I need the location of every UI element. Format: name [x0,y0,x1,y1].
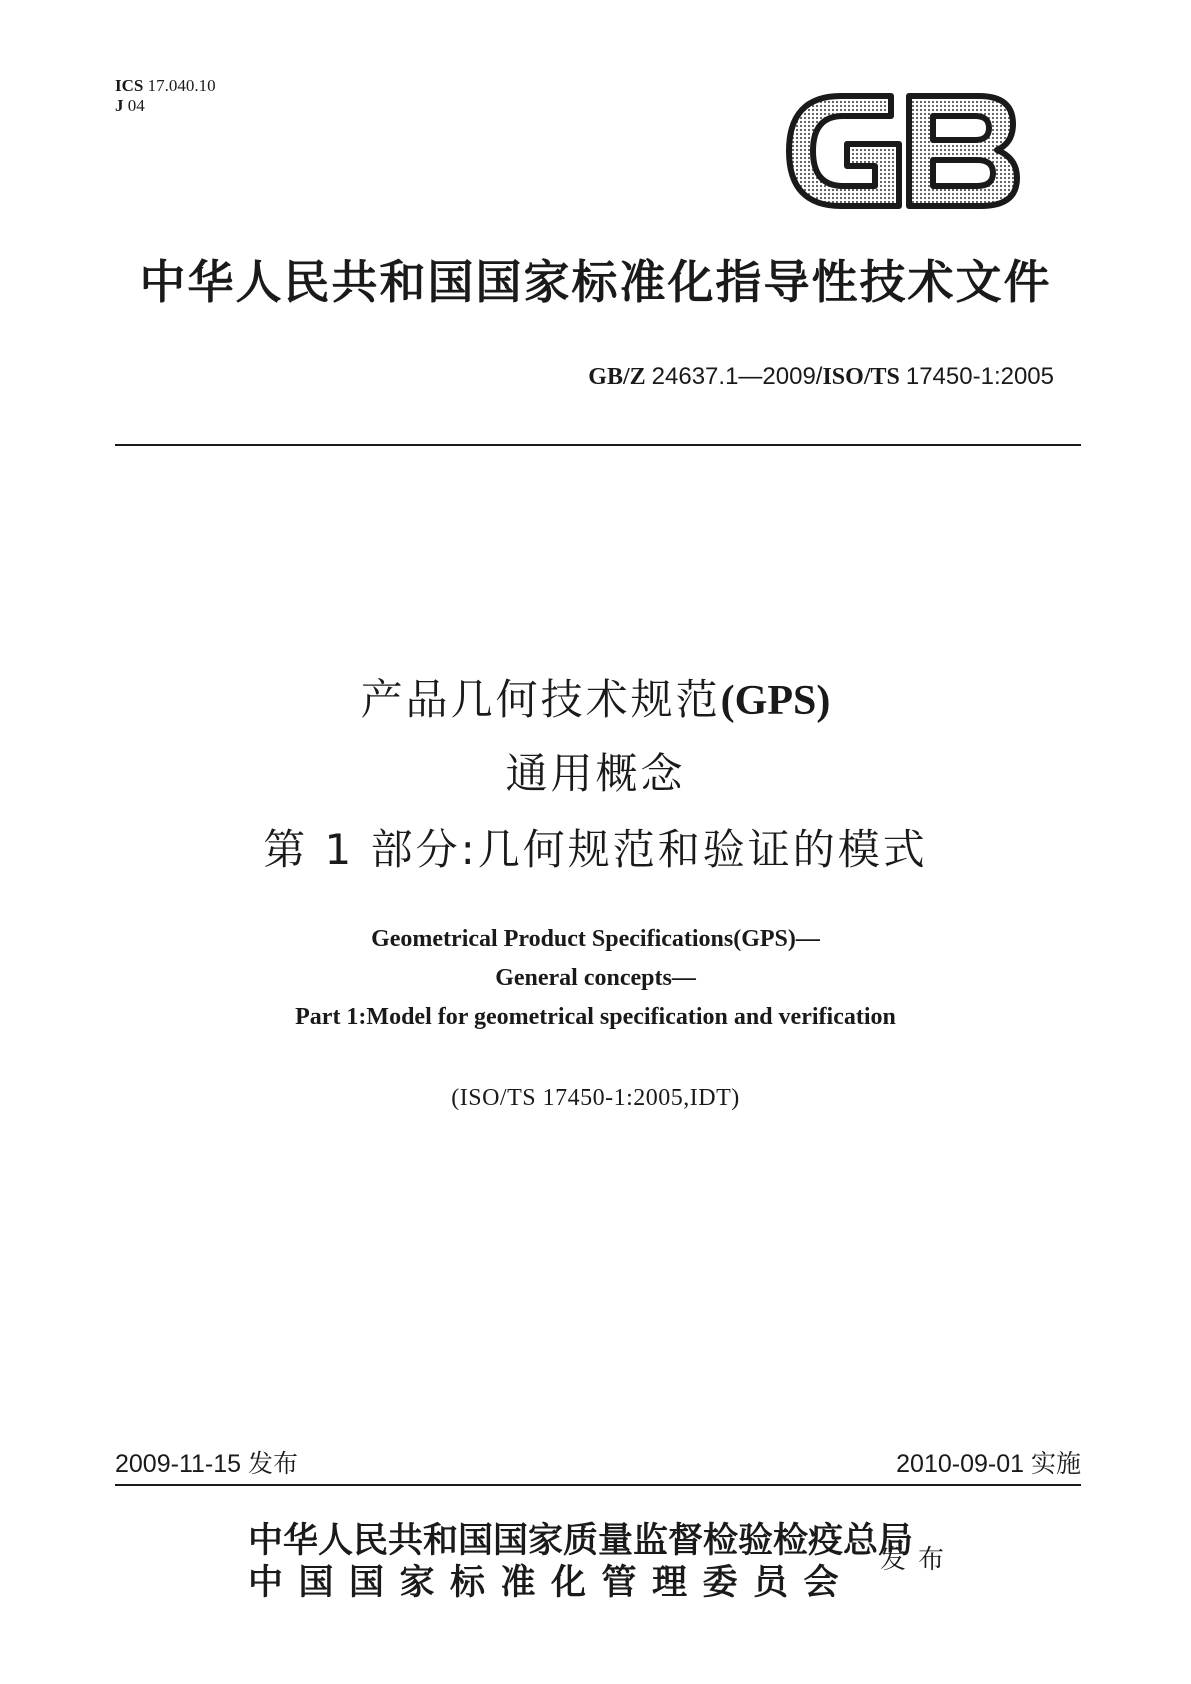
issue-label: 发布 [247,1449,298,1478]
bottom-divider [115,1484,1081,1486]
iso-num: 17450-1:2005 [905,363,1054,390]
ics-label: ICS [115,76,144,95]
gb-standard-logo [783,88,1021,214]
title-zh-line3: 第 1 部分:几何规范和验证的模式 [263,825,928,874]
publish-label: 发布 [880,1545,957,1575]
classification-codes [115,76,216,116]
title-zh-line2: 通用概念 [505,749,686,798]
class-code: 04 [127,96,145,115]
title-en-line1: Geometrical Product Specifications(GPS)— [371,926,820,952]
standard-num: 24637.1—2009/ [651,363,823,390]
issuer-line1: 中华人民共和国国家质量监督检验检疫总局 [248,1520,914,1561]
title-zh-line1-text: 产品几何技术规范 [360,675,721,724]
class-label: J [115,96,124,115]
implement-label: 实施 [1030,1449,1081,1478]
title-zh-line1 [0,672,1191,729]
issue-date [115,1448,298,1480]
title-en-line2: General concepts— [495,965,696,991]
iso-prefix: ISO/TS [822,364,900,390]
title-zh-gps: (GPS) [720,678,831,724]
issue-date-value: 2009-11-15 [115,1450,242,1478]
standard-prefix: GB/Z [588,364,646,390]
class-line [115,96,216,116]
ics-line [115,76,216,96]
top-divider [115,444,1081,446]
standard-type-title: 中华人民共和国国家标准化指导性技术文件 [139,255,1052,309]
title-en-line3: Part 1:Model for geometrical specification and verification [295,1004,896,1030]
issuer-line2: 中国国家标准化管理委员会 [248,1562,855,1603]
ics-code: 17.040.10 [147,76,216,95]
implement-date [896,1448,1081,1480]
standard-number [588,362,1054,392]
iso-reference: (ISO/TS 17450-1:2005,IDT) [451,1085,740,1111]
implement-date-value: 2010-09-01 [896,1450,1025,1478]
